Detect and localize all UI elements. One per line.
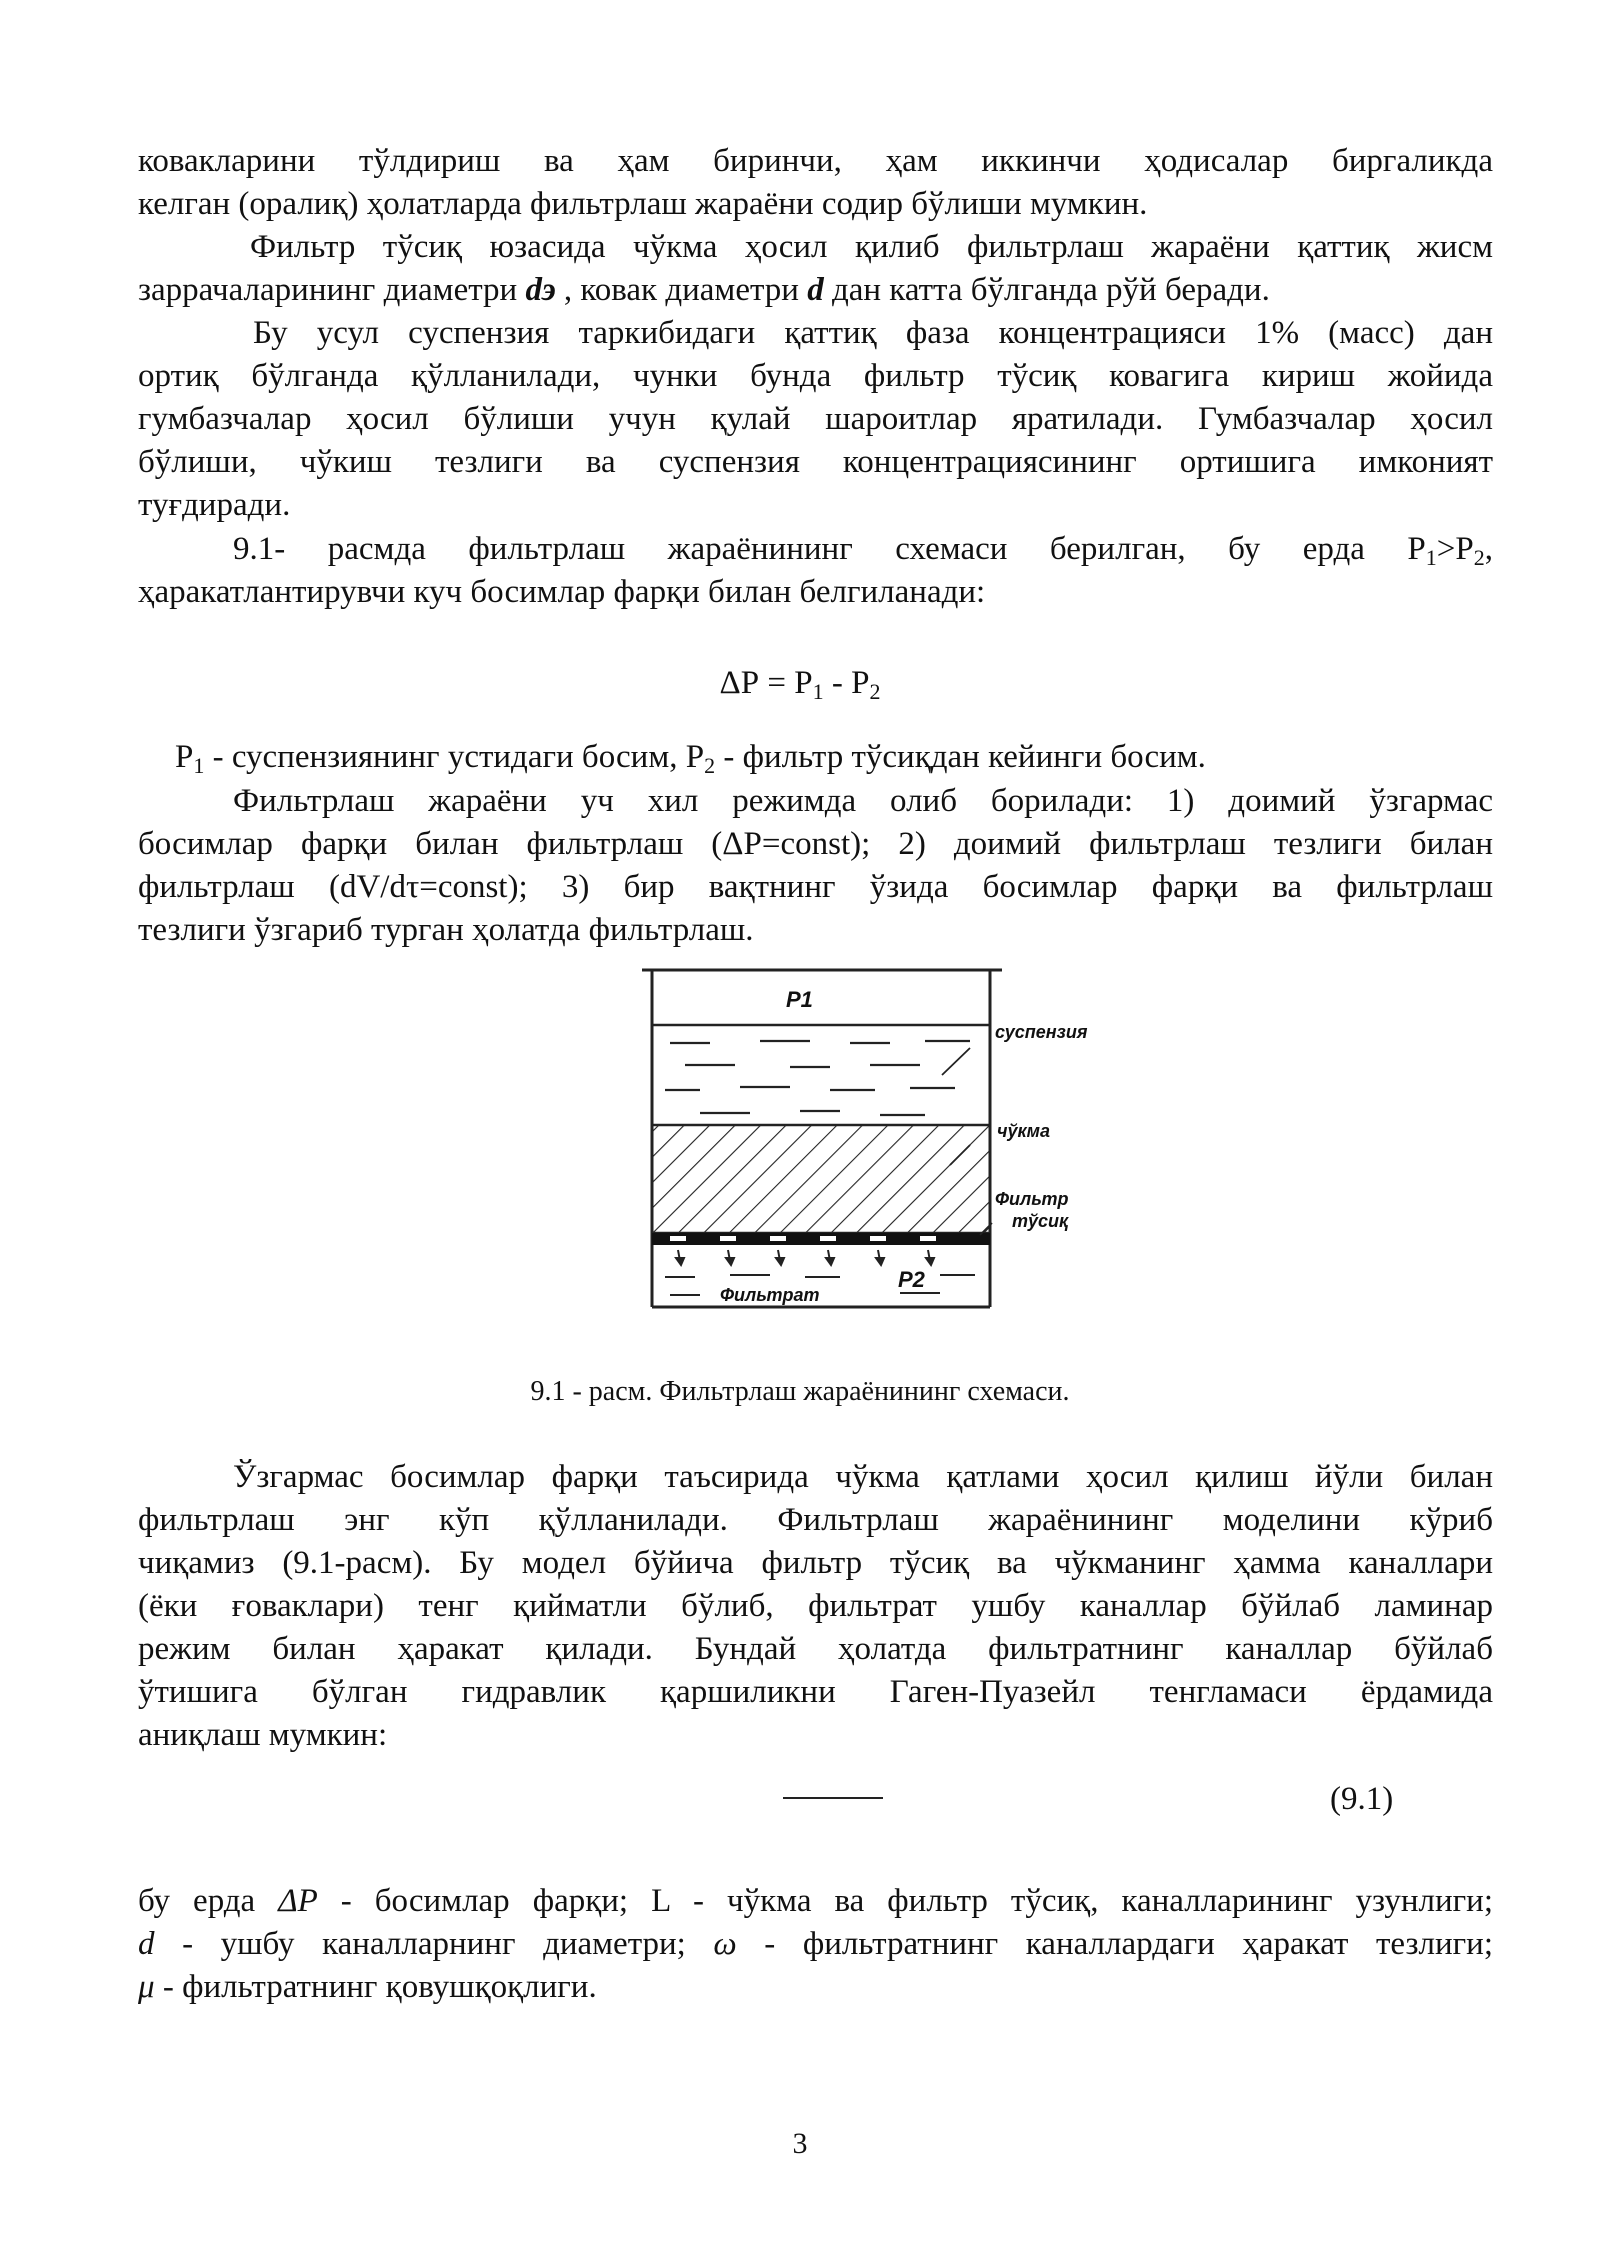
text-line: [138, 269, 1493, 312]
text-span: - фильтратнинг каналлардаги ҳаракат тезлиги;: [736, 1926, 1493, 1962]
subscript: 2: [1473, 545, 1485, 570]
text-span: Р: [175, 739, 194, 775]
text-line: [175, 736, 1493, 779]
equation-fraction-bar: [783, 1797, 883, 1799]
text-line: фильтрлаш (dV/dτ=const); 3) бир вақтнинг ўзида босимлар фарқи ва фильтрлаш: [138, 869, 1493, 905]
text-line: келган (оралиқ) ҳолатларда фильтрлаш жараёни содир бўлиши мумкин.: [138, 186, 1148, 222]
paragraph-5: [175, 736, 1493, 779]
flow-arrows: [676, 1250, 934, 1265]
text-line: бўлиши, чўкиш тезлиги ва суспензия концентрациясининг ортишига имконият: [138, 444, 1493, 480]
text-span: - ушбу каналларнинг диаметри;: [154, 1926, 714, 1962]
text-line: ковакларини тўлдириш ва ҳам биринчи, ҳам иккинчи ҳодисалар биргаликда: [138, 143, 1493, 179]
label-filter-2: тўсиқ: [1012, 1211, 1069, 1231]
formula-delta-p: [0, 662, 1600, 705]
text-span: >Р: [1436, 531, 1474, 567]
label-filtrate: Фильтрат: [720, 1285, 820, 1305]
paragraph-2: [138, 226, 1493, 312]
text-line: Бу усул суспензия таркибидаги қаттиқ фаза концентрацияси 1% (масс) дан: [253, 315, 1493, 351]
paragraph-1: [138, 140, 1493, 226]
equation-number: (9.1): [1330, 1781, 1394, 1817]
paragraph-6: [138, 780, 1493, 952]
text-line: ҳаракатлантирувчи куч босимлар фарқи билан белгиланади:: [138, 574, 986, 610]
label-suspension: суспензия: [995, 1022, 1088, 1042]
subscript: 1: [1425, 545, 1437, 570]
text-line: гумбазчалар ҳосил бўлиши учун қулай шароитлар яратилади. Гумбазчалар ҳосил: [138, 401, 1493, 437]
symbol-mu: μ: [138, 1969, 155, 2005]
page-number: 3: [792, 2127, 808, 2160]
text-line: ортиқ бўлганда қўлланилади, чунки бунда фильтр тўсиқ ковагига кириш жойида: [138, 358, 1493, 394]
filtration-scheme-figure: [640, 965, 1110, 1325]
text-span: - Р: [823, 665, 870, 701]
text-span: бу ерда: [138, 1883, 279, 1919]
text-line: Ўзгармас босимлар фарқи таъсирида чўкма қатлами ҳосил қилиш йўли билан: [233, 1459, 1493, 1495]
text-line: чиқамиз (9.1-расм). Бу модел бўйича фильтр тўсиқ ва чўкманинг ҳамма каналлари: [138, 1545, 1493, 1581]
symbol-d-e: dэ: [525, 272, 556, 308]
label-p2: P2: [898, 1267, 925, 1292]
text-span: - босимлар фарқи; L - чўкма ва фильтр тўсиқ, каналларининг узунлиги;: [317, 1883, 1493, 1919]
text-line: Фильтр тўсиқ юзасида чўкма ҳосил қилиб фильтрлаш жараёни қаттиқ жисм: [250, 229, 1493, 265]
text-line: [138, 1966, 1493, 2009]
label-sediment: чўкма: [997, 1121, 1050, 1141]
subscript: 2: [869, 679, 881, 704]
text-line: фильтрлаш энг кўп қўлланилади. Фильтрлаш жараёнининг моделини кўриб: [138, 1502, 1493, 1538]
paragraph-7: [138, 1456, 1493, 1757]
text-line: тезлиги ўзгариб турган ҳолатда фильтрлаш.: [138, 912, 754, 948]
symbol-d: d: [807, 272, 824, 308]
text-line: [138, 1880, 1493, 1923]
text-line: босимлар фарқи билан фильтрлаш (ΔР=const); 2) доимий фильтрлаш тезлиги билан: [138, 826, 1493, 862]
suspension-layer: [665, 1041, 970, 1115]
text-line: ўтишига бўлган гидравлик қаршиликни Гаген-Пуазейл тенгламаси ёрдамида: [138, 1674, 1493, 1710]
symbol-d: d: [138, 1926, 155, 1962]
symbol-omega: ω: [713, 1926, 737, 1962]
sediment-layer: [652, 1125, 990, 1233]
text-line: туғдиради.: [138, 487, 291, 523]
text-line: [138, 528, 1493, 571]
paragraph-3: [138, 312, 1493, 527]
text-line: Фильтрлаш жараёни уч хил режимда олиб борилади: 1) доимий ўзгармас: [233, 783, 1493, 819]
text-line: (ёки ғоваклари) тенг қийматли бўлиб, фильтрат ушбу каналлар бўйлаб ламинар: [138, 1588, 1493, 1624]
filtrate-layer: [665, 1275, 975, 1295]
text-span: 9.1- расмда фильтрлаш жараёнининг схемаси берилган, бу ерда Р: [233, 531, 1426, 567]
subscript: 1: [193, 753, 205, 778]
text-span: , ковак диаметри: [555, 272, 808, 308]
text-span: - фильтратнинг қовушқоқлиги.: [154, 1969, 597, 2005]
label-filter-1: Фильтр: [995, 1189, 1069, 1209]
label-p1: P1: [786, 987, 813, 1012]
text-line: режим билан ҳаракат қилади. Бундай ҳолатда фильтратнинг каналлар бўйлаб: [138, 1631, 1493, 1667]
text-span: - фильтр тўсиқдан кейинги босим.: [715, 739, 1206, 775]
paragraph-8: [138, 1880, 1493, 2009]
paragraph-4: [138, 528, 1493, 614]
text-line: аниқлаш мумкин:: [138, 1717, 388, 1753]
text-line: [138, 1923, 1493, 1966]
text-span: заррачаларининг диаметри: [138, 272, 526, 308]
subscript: 1: [812, 679, 824, 704]
figure-caption: 9.1 - расм. Фильтрлаш жараёнининг схемаси.: [530, 1376, 1070, 1407]
text-span: ΔР = Р: [719, 665, 813, 701]
text-span: ,: [1484, 531, 1493, 567]
symbol-delta-p: ΔP: [278, 1883, 318, 1919]
subscript: 2: [704, 753, 716, 778]
text-span: - суспензиянинг устидаги босим, Р: [204, 739, 705, 775]
text-span: дан катта бўлганда рўй беради.: [823, 272, 1270, 308]
filter-medium: [652, 1233, 990, 1245]
